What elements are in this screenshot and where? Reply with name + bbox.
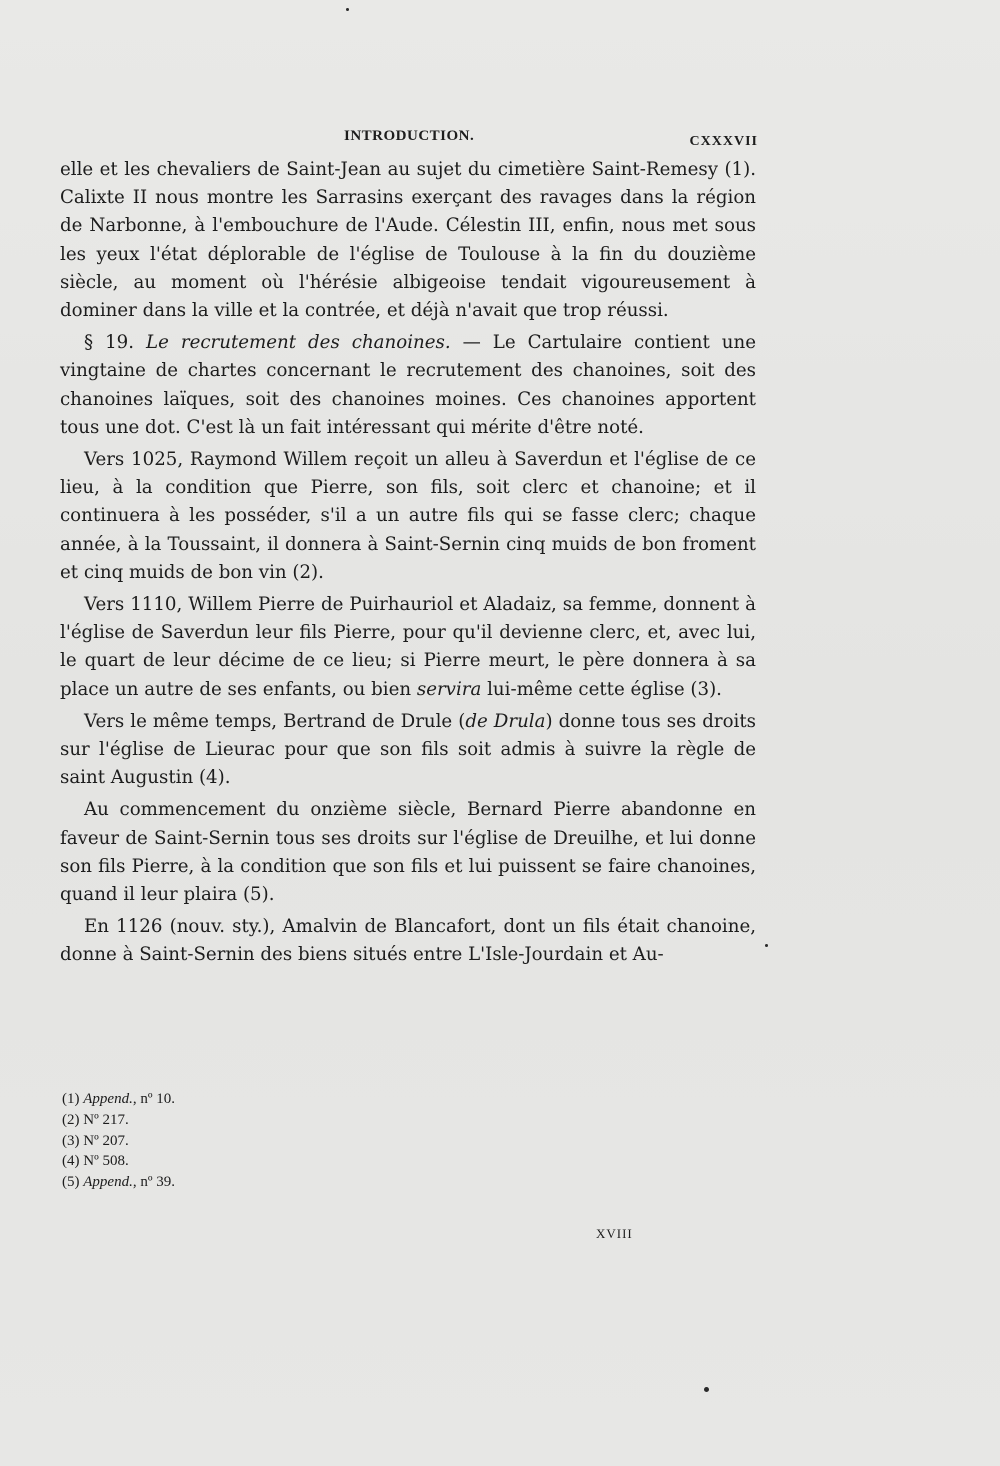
footnote-3 [62, 1131, 462, 1152]
paragraph-text: Vers 1025, Raymond Willem reçoit un alleu à Saverdun et l'église de ce lieu, à la condition que Pierre, son fils, soit clerc et chanoine; et il continuera à les posséder, s'il a un autre fils qui se fasse clerc; chaque année, à la Toussaint, il donnera à Saint-Sernin cinq muids de bon froment et cinq muids de bon vin (2). [60, 449, 756, 583]
footnote-ref: Append. [83, 1174, 133, 1191]
body-text [60, 156, 756, 974]
section-heading: Le recrutement des chanoines. [146, 332, 451, 354]
paragraph-text: Vers le même temps, Bertrand de Drule ( [84, 710, 466, 732]
emphasis: servira [416, 678, 482, 700]
footnote-mark: (5) [62, 1174, 80, 1191]
footnote-5 [62, 1172, 462, 1193]
paragraph-2 [60, 329, 756, 442]
paragraph-text: ) donne tous ses droits sur l'église de Lieurac pour que son fils soit admis à suivre la règle de saint Augustin (4). [60, 710, 756, 789]
footnote-mark: (1) [62, 1091, 80, 1107]
footnote-mark: (3) [62, 1132, 80, 1149]
running-title: INTRODUCTION. [344, 128, 475, 144]
footnote-text: Nº 217. [83, 1111, 129, 1128]
footnote-mark: (2) [62, 1111, 80, 1128]
footnote-mark: (4) [62, 1153, 80, 1170]
paragraph-text: elle et les chevaliers de Saint-Jean au sujet du cimetière Saint-Remesy (1). Calixte II nous montre les Sarrasins exerçant des ravages dans la région de Narbonne, à l'embouchure de l'Aude. Célestin III, enfin, nous met sous les yeux l'état déplorable de l'église de Toulouse à la fin du douzième siècle, au moment où l'hérésie albigeoise tendait vigoureusement à dominer dans la ville et la contrée, et déjà n'avait que trop réussi. [60, 159, 756, 322]
footnotes [62, 1089, 462, 1193]
paragraph-text: — Le Cartulaire contient une vingtaine de chartes concernant le recrutement des chanoines, soit des chanoines laïques, soit des chanoines moines. Ces chanoines apportent tous une dot. C'est là un fait intéressant qui mérite d'être noté. [60, 332, 756, 438]
paragraph-text: En 1126 (nouv. sty.), Amalvin de Blancafort, dont un fils était chanoine, donne à Saint-Sernin des biens situés entre L'Isle-Jourdain et Au- [60, 916, 756, 966]
paragraph-7 [60, 913, 756, 969]
emphasis: de Drula [465, 710, 546, 732]
paragraph-text: lui-même cette église (3). [481, 678, 722, 700]
footnote-text: Nº 508. [83, 1153, 129, 1170]
footnote-ref: Append. [83, 1091, 133, 1107]
paragraph-6 [60, 796, 756, 909]
paragraph-1 [60, 156, 756, 325]
footnote-2 [62, 1110, 462, 1131]
paragraph-text: Vers 1110, Willem Pierre de Puirhauriol et Aladaiz, sa femme, donnent à l'église de Saverdun leur fils Pierre, pour qu'il devienne clerc, et, avec lui, le quart de leur décime de ce lieu; si Pierre meurt, le père donnera à sa place un autre de ses enfants, ou bien [60, 594, 756, 700]
footnote-text: , nº 10. [132, 1091, 175, 1107]
page-header [0, 128, 1000, 152]
footnote-4 [62, 1151, 462, 1172]
ink-speck [346, 8, 349, 11]
footnote-text: , nº 39. [132, 1174, 175, 1191]
ink-speck [765, 944, 768, 947]
footnote-1 [62, 1089, 462, 1110]
footnote-text: Nº 207. [83, 1132, 129, 1149]
ink-speck [704, 1387, 709, 1392]
paragraph-text: Au commencement du onzième siècle, Bernard Pierre abandonne en faveur de Saint-Sernin tous ses droits sur l'église de Dreuilhe, et lui donne son fils Pierre, à la condition que son fils et lui puissent se faire chanoines, quand il leur plaira (5). [60, 799, 756, 906]
page-number: CXXXVII [689, 134, 758, 149]
paragraph-3 [60, 446, 756, 587]
paragraph-4 [60, 591, 756, 704]
signature-mark: XVIII [596, 1226, 633, 1241]
paragraph-5 [60, 708, 756, 793]
section-number: § 19. [84, 332, 135, 354]
